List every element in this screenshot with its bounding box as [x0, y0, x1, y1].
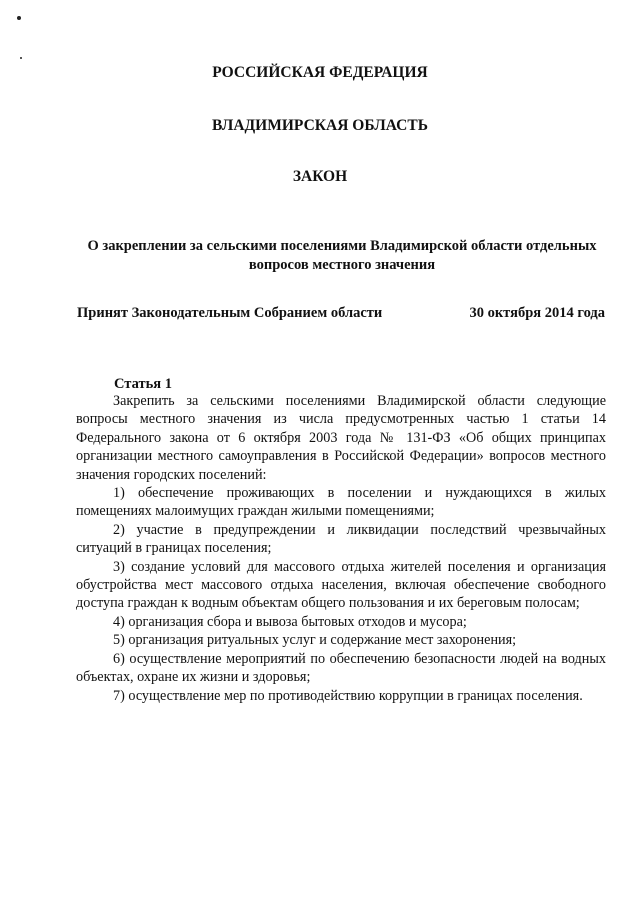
article-paragraph: Закрепить за сельскими поселениями Владимирской области следующие вопросы местного значения из числа предусмотренных частью 1 статьи 14 Федерального закона от 6 октября 2003 года № 131-ФЗ «Об общих принципах организации местного самоуправления в Российской Федерации» вопросов местного значения городских поселений:	[76, 393, 606, 483]
article-item: 3) создание условий для массового отдыха жителей поселения и организация обустройства мест массового отдыха населения, включая обеспечение свободного доступа граждан к водным объектам общего пользования и их береговым полосам;	[76, 558, 606, 612]
article-heading: Статья 1	[114, 376, 172, 392]
scan-speck	[20, 57, 22, 59]
article-body	[76, 392, 606, 705]
law-title-line: О закреплении за сельскими поселениями Владимирской области отдельных	[87, 238, 597, 254]
article-item: 1) обеспечение проживающих в поселении и нуждающихся в жилых помещениях малоимущих граждан жилыми помещениями;	[76, 485, 606, 520]
article-item: 6) осуществление мероприятий по обеспечению безопасности людей на водных объектах, охране их жизни и здоровья;	[76, 650, 606, 686]
article-item: 4) организация сбора и вывоза бытовых отходов и мусора;	[113, 613, 467, 630]
country-heading: РОССИЙСКАЯ ФЕДЕРАЦИЯ	[212, 64, 428, 81]
adopted-by: Принят Законодательным Собранием области	[77, 305, 383, 321]
article-item: 7) осуществление мер по противодействию коррупции в границах поселения.	[113, 687, 583, 704]
article-item: 5) организация ритуальных услуг и содержание мест захоронения;	[113, 632, 517, 649]
scan-speck	[17, 16, 21, 20]
adoption-line	[77, 305, 605, 322]
law-title-line: вопросов местного значения	[248, 257, 436, 273]
law-title	[74, 237, 610, 275]
adoption-date: 30 октября 2014 года	[469, 305, 605, 321]
doc-type-heading: ЗАКОН	[292, 168, 348, 185]
article-item: 2) участие в предупреждении и ликвидации последствий чрезвычайных ситуаций в границах поселения;	[76, 521, 606, 557]
region-heading: ВЛАДИМИРСКАЯ ОБЛАСТЬ	[212, 117, 428, 134]
